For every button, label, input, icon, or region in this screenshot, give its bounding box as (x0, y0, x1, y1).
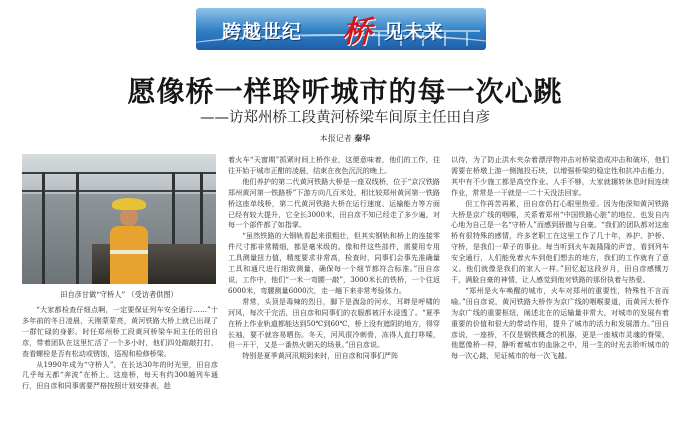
paragraph: 以待，为了防止洪水夹杂着漂浮物冲击对桥梁造成冲击和破坏，他们需要在桥墩上游一侧抛投石块，以增强桥梁的稳定性和抗冲击能力，其中有不少施工都是高空作业。人手不够，大家就辗转休息时间连续作业，常常是一干就是一二十天没法回家。 (451, 155, 669, 197)
paragraph: 着火车“天窗期”抓紧时间上桥作业，这便意味着，他们的工作，往往开始于城市正酣的凌晨，结束在夜色沉沉的晚上。 (228, 155, 440, 175)
byline-prefix: 本报记者 (319, 134, 352, 143)
hard-hat-icon (112, 198, 146, 210)
paragraph: 特别是夏季黄河汛期到来时，田自彦和同事们严阵 (242, 351, 399, 361)
paragraph: “大家都检查仔细点啊，一定要保证列车安全通行……”十多年前的冬日凌晨，天刚蒙蒙亮，黄河铁路大桥上就已出现了一群忙碌的身影。时任郑州桥工段黄河桥梁车间主任的田自彦，带着团队在这里忙活了一个多小时，他们四处敲敲打打，查看螺栓是否有松动或锈蚀，巡视和检修桥梁。 (22, 305, 218, 358)
paragraph: 从1990年成为“守桥人”，在长达30年的时光里，田自彦几乎每天都“奔波”在桥上。这座桥，每天有约300趟列车通行，田自彦和同事需要严格按照计划安排表，趁 (22, 359, 218, 391)
photo-caption: 田自彦甘做“守桥人” （受访者供图） (60, 290, 178, 299)
banner-right-text: 见未来 (384, 21, 445, 43)
section-banner (196, 8, 486, 50)
paragraph: 他们养护的第二代黄河铁路大桥是一座双线桥，位于“京汉铁路郑州黄河第一铁路桥”下游方向几百米处，相比较郑州黄河第一铁路桥这座单线桥，第二代黄河铁路大桥在运行速度、运输能力等方面已经有较大提升，它全长3000米，田自彦不知已经走了多少遍，对每一个部件都了如指掌。 (228, 176, 440, 230)
paragraph: 常常，头顶是毒辣的烈日，脚下是湍急的河水，耳畔是呼啸的河风，每次干完活，田自彦和同事们的衣服都被汗水浸透了。“夏季在桥上作业轨道都能达到50℃到60℃，桥上没有遮阴的地方，得穿长袖，要不就容易晒伤。冬天，河风很冷刺骨，冻得人直打哆嗦，但一开干，又是一番热火朝天的场景。”田自彦说。 (228, 296, 440, 350)
worker-figure (108, 198, 150, 284)
article-column-2 (228, 155, 440, 421)
article-headline: 愿像桥一样聆听城市的每一次心跳 (127, 75, 563, 108)
article-photo (22, 154, 216, 284)
article-column-1 (22, 305, 218, 421)
article-byline (0, 133, 690, 144)
paragraph: “郑州是火车唤醒的城市，火车对郑州的重要性，特殊性不言而喻。”田自彦说，黄河铁路大桥作为京广线的咽喉要道，而黄河大桥作为京广线的重要枢纽，阐述北在的运输量非常大，对城市的发展有着重要的价值和很大的带动作用，提升了城市的活力和发展潜力。”田自彦说，一座桥，不仅是钢铁概念的机器，更是一座城市灵魂的脊梁，他愿像桥一样，静听着城市的血脉之中，用一生的时光去聆听城市的每一次心跳，见证城市的每一次飞越。 (451, 285, 669, 361)
paragraph: “虽然铁路的大钢轨看起来很粗壮，但其实钢轨和桥上的连接零件尺寸都非常精细，都是毫米级的。像和件这些部件，需要用专用工具测量扭力值，精度要求非常高，检查时，同事们会事先准确量工具和通尺进行细致测量，确保每一个细节都符合标准。”田自彦说，工作中，他们“一米一弯腰一敲”，3000米长的铁桥，一个往返6000米，弯腰测量6000次，走一趟下来非常考验体力。 (228, 231, 440, 295)
banner-left-text: 跨越世纪 (222, 21, 303, 43)
article-column-3 (451, 155, 669, 421)
banner-highlight-char: 桥 (342, 15, 372, 50)
article-subheadline: ——访郑州桥工段黄河桥梁车间原主任田自彦 (200, 110, 490, 126)
byline-name: 秦华 (354, 133, 371, 143)
paragraph: 但工作再苦再累，田自彦仍打心眼里热爱。因为他深知黄河铁路大桥是京广线的咽喉，关系着郑州“中国铁路心脏”的地位，也发自内心地为自己是一名“守桥人”而感到骄傲与自豪。“我们的团队都对这座桥有很特殊的感情，许多老职工在这里工作了几十年，养护、护桥、守桥，是我们一辈子的事业。每当听到火车轰隆隆的声音，看到列车安全通行，人们能免着火车到他们想去的地方，我们的工作就有了意义。他们就像是我们的家人一样。”回忆起这段岁月，田自彦感慨万千，满脸自豪的神情，让人感觉到他对铁路的那份执着与热爱。 (451, 198, 669, 284)
